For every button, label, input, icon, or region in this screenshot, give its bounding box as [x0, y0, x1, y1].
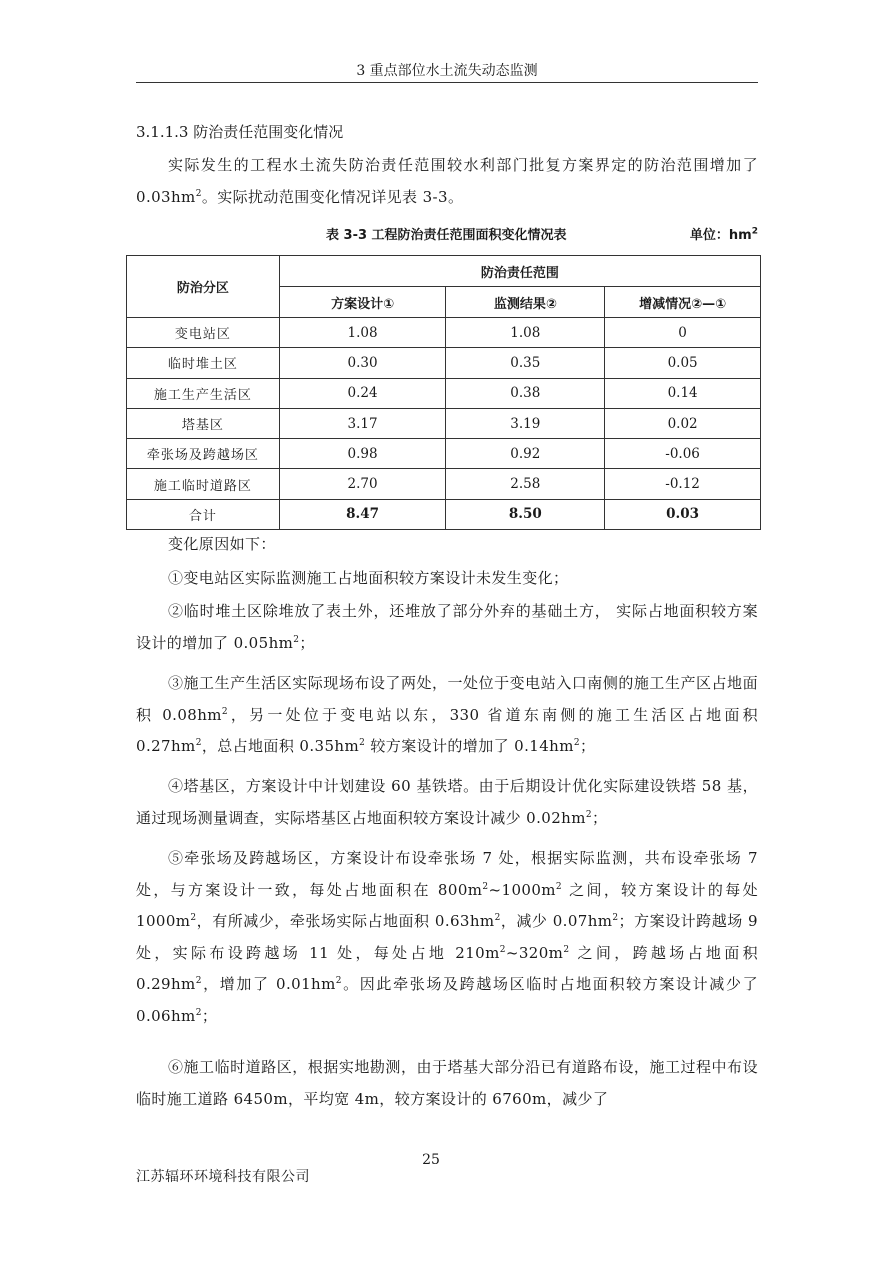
superscript: 2: [293, 634, 300, 645]
superscript: 2: [555, 881, 563, 892]
reason-3: [136, 668, 758, 763]
col-header-zone: 防治分区: [127, 256, 280, 318]
zone-cell: 临时堆土区: [127, 348, 280, 378]
zone-cell: 施工临时道路区: [127, 469, 280, 499]
plan-cell: 1.08: [279, 318, 446, 348]
reason-text: ，有所减少，牵张场实际占地面积 0.63hm: [196, 912, 495, 930]
reason-text: 较方案设计的增加了 0.14hm: [365, 737, 574, 755]
superscript: 2: [612, 913, 619, 923]
monitor-cell: 2.58: [446, 469, 605, 499]
zone-cell: 合计: [127, 499, 280, 529]
col-header-plan: 方案设计①: [279, 287, 446, 318]
col-header-group: 防治责任范围: [279, 256, 760, 287]
zone-cell: 变电站区: [127, 318, 280, 348]
table-row: [127, 408, 761, 438]
change-cell: 0.02: [605, 408, 761, 438]
table-header-row: [127, 256, 761, 287]
reason-text: ~320m: [505, 943, 564, 962]
table-row: [127, 348, 761, 378]
intro-paragraph: [136, 150, 758, 213]
reason-1: ①变电站区实际监测施工占地面积较方案设计未发生变化；: [168, 569, 569, 587]
reason-text: ；: [299, 633, 315, 652]
superscript: 2: [335, 976, 342, 986]
monitor-cell: 0.92: [446, 439, 605, 469]
reason-text: 之间，较方案设计的每处 1000m: [136, 880, 758, 930]
superscript: 2: [751, 226, 758, 237]
intro-text: 。实际扰动范围变化情况详见表 3-3。: [201, 187, 464, 206]
reason-text: ；方案设计跨越场 9 处，实际布设跨越场 11 处，每处占地 210m: [136, 912, 758, 962]
reason-text: ③施工生产生活区实际现场布设了两处，一处位于变电站入口南侧的施工生产区占地面积 0.08hm: [136, 674, 758, 724]
reason-text: ；: [201, 1006, 218, 1025]
section-heading: 3.1.1.3 防治责任范围变化情况: [136, 123, 344, 141]
reasons-lead: 变化原因如下：: [168, 535, 276, 553]
reason-text: ~1000m: [488, 880, 556, 899]
superscript: 2: [195, 738, 202, 748]
superscript: 2: [195, 188, 202, 199]
plan-cell: 8.47: [279, 499, 446, 529]
monitor-cell: 0.38: [446, 378, 605, 408]
table-row: [127, 469, 761, 499]
superscript: 2: [195, 976, 202, 986]
reason-5: [136, 843, 758, 1032]
superscript: 2: [221, 706, 229, 717]
unit-text: 单位：hm: [689, 228, 752, 243]
reason-2: [136, 596, 758, 659]
monitor-cell: 8.50: [446, 499, 605, 529]
plan-cell: 3.17: [279, 408, 446, 438]
table-caption-row: [126, 226, 760, 246]
plan-cell: 0.24: [279, 378, 446, 408]
change-cell: 0.14: [605, 378, 761, 408]
superscript: 2: [482, 881, 489, 892]
reason-text: ，减少 0.07hm: [500, 912, 613, 930]
reason-text: 之间，跨越场占地面积 0.29hm: [136, 943, 758, 993]
reason-text: 。因此牵张场及跨越场区临时占地面积较方案设计减少了 0.06hm: [136, 975, 758, 1025]
header-divider: [136, 82, 758, 83]
change-cell: -0.12: [605, 469, 761, 499]
superscript: 2: [499, 944, 506, 955]
monitor-cell: 0.35: [446, 348, 605, 378]
table-row: [127, 318, 761, 348]
monitor-cell: 1.08: [446, 318, 605, 348]
change-cell: 0.03: [605, 499, 761, 529]
zone-cell: 牵张场及跨越场区: [127, 439, 280, 469]
table-total-row: [127, 499, 761, 529]
table-row: [127, 439, 761, 469]
change-cell: 0: [605, 318, 761, 348]
reason-text: ；: [592, 808, 608, 827]
change-cell: 0.05: [605, 348, 761, 378]
table-row: [127, 378, 761, 408]
change-cell: -0.06: [605, 439, 761, 469]
superscript: 2: [190, 913, 197, 923]
col-header-monitor: 监测结果②: [446, 287, 605, 318]
superscript: 2: [563, 944, 570, 955]
plan-cell: 0.98: [279, 439, 446, 469]
superscript: 2: [494, 913, 501, 923]
superscript: 2: [573, 738, 580, 748]
reason-text: ，总占地面积 0.35hm: [201, 737, 360, 755]
reason-text: ；: [580, 737, 596, 755]
reason-text: ④塔基区，方案设计中计划建设 60 基铁塔。由于后期设计优化实际建设铁塔 58 基，通过现场测量调查，实际塔基区占地面积较方案设计减少 0.02hm: [136, 777, 758, 827]
reason-text: ②临时堆土区除堆放了表土外，还堆放了部分外弃的基础土方， 实际占地面积较方案设计的增加了 0.05hm: [136, 602, 758, 652]
reason-4: [136, 771, 758, 834]
page-number: 25: [422, 1152, 440, 1168]
running-header: 3 重点部位水土流失动态监测: [356, 63, 538, 79]
superscript: 2: [585, 809, 592, 820]
plan-cell: 2.70: [279, 469, 446, 499]
zone-cell: 塔基区: [127, 408, 280, 438]
reason-text: ⑤牵张场及跨越场区，方案设计布设牵张场 7 处，根据实际监测，共布设牵张场 7 处，与方案设计一致，每处占地面积在 800m: [136, 849, 758, 899]
zone-cell: 施工生产生活区: [127, 378, 280, 408]
superscript: 2: [195, 1007, 202, 1018]
col-header-change: 增减情况②—①: [605, 287, 761, 318]
table-unit: [690, 226, 758, 246]
monitor-cell: 3.19: [446, 408, 605, 438]
intro-text: 实际发生的工程水土流失防治责任范围较水利部门批复方案界定的防治范围增加了 0.03hm: [136, 156, 758, 206]
reason-6: ⑥施工临时道路区，根据实地勘测，由于塔基大部分沿已有道路布设，施工过程中布设临时施工道路 6450m，平均宽 4m，较方案设计的 6760m，减少了: [136, 1058, 758, 1108]
footer-company: 江苏辐环环境科技有限公司: [136, 1169, 310, 1185]
table-caption: 表 3-3 工程防治责任范围面积变化情况表: [326, 228, 567, 243]
plan-cell: 0.30: [279, 348, 446, 378]
area-change-table: [126, 255, 761, 530]
superscript: 2: [359, 738, 366, 748]
reason-text: ，增加了 0.01hm: [201, 975, 336, 993]
reason-text: ，另一处位于变电站以东，330 省道东南侧的施工生活区占地面积 0.27hm: [136, 705, 758, 755]
